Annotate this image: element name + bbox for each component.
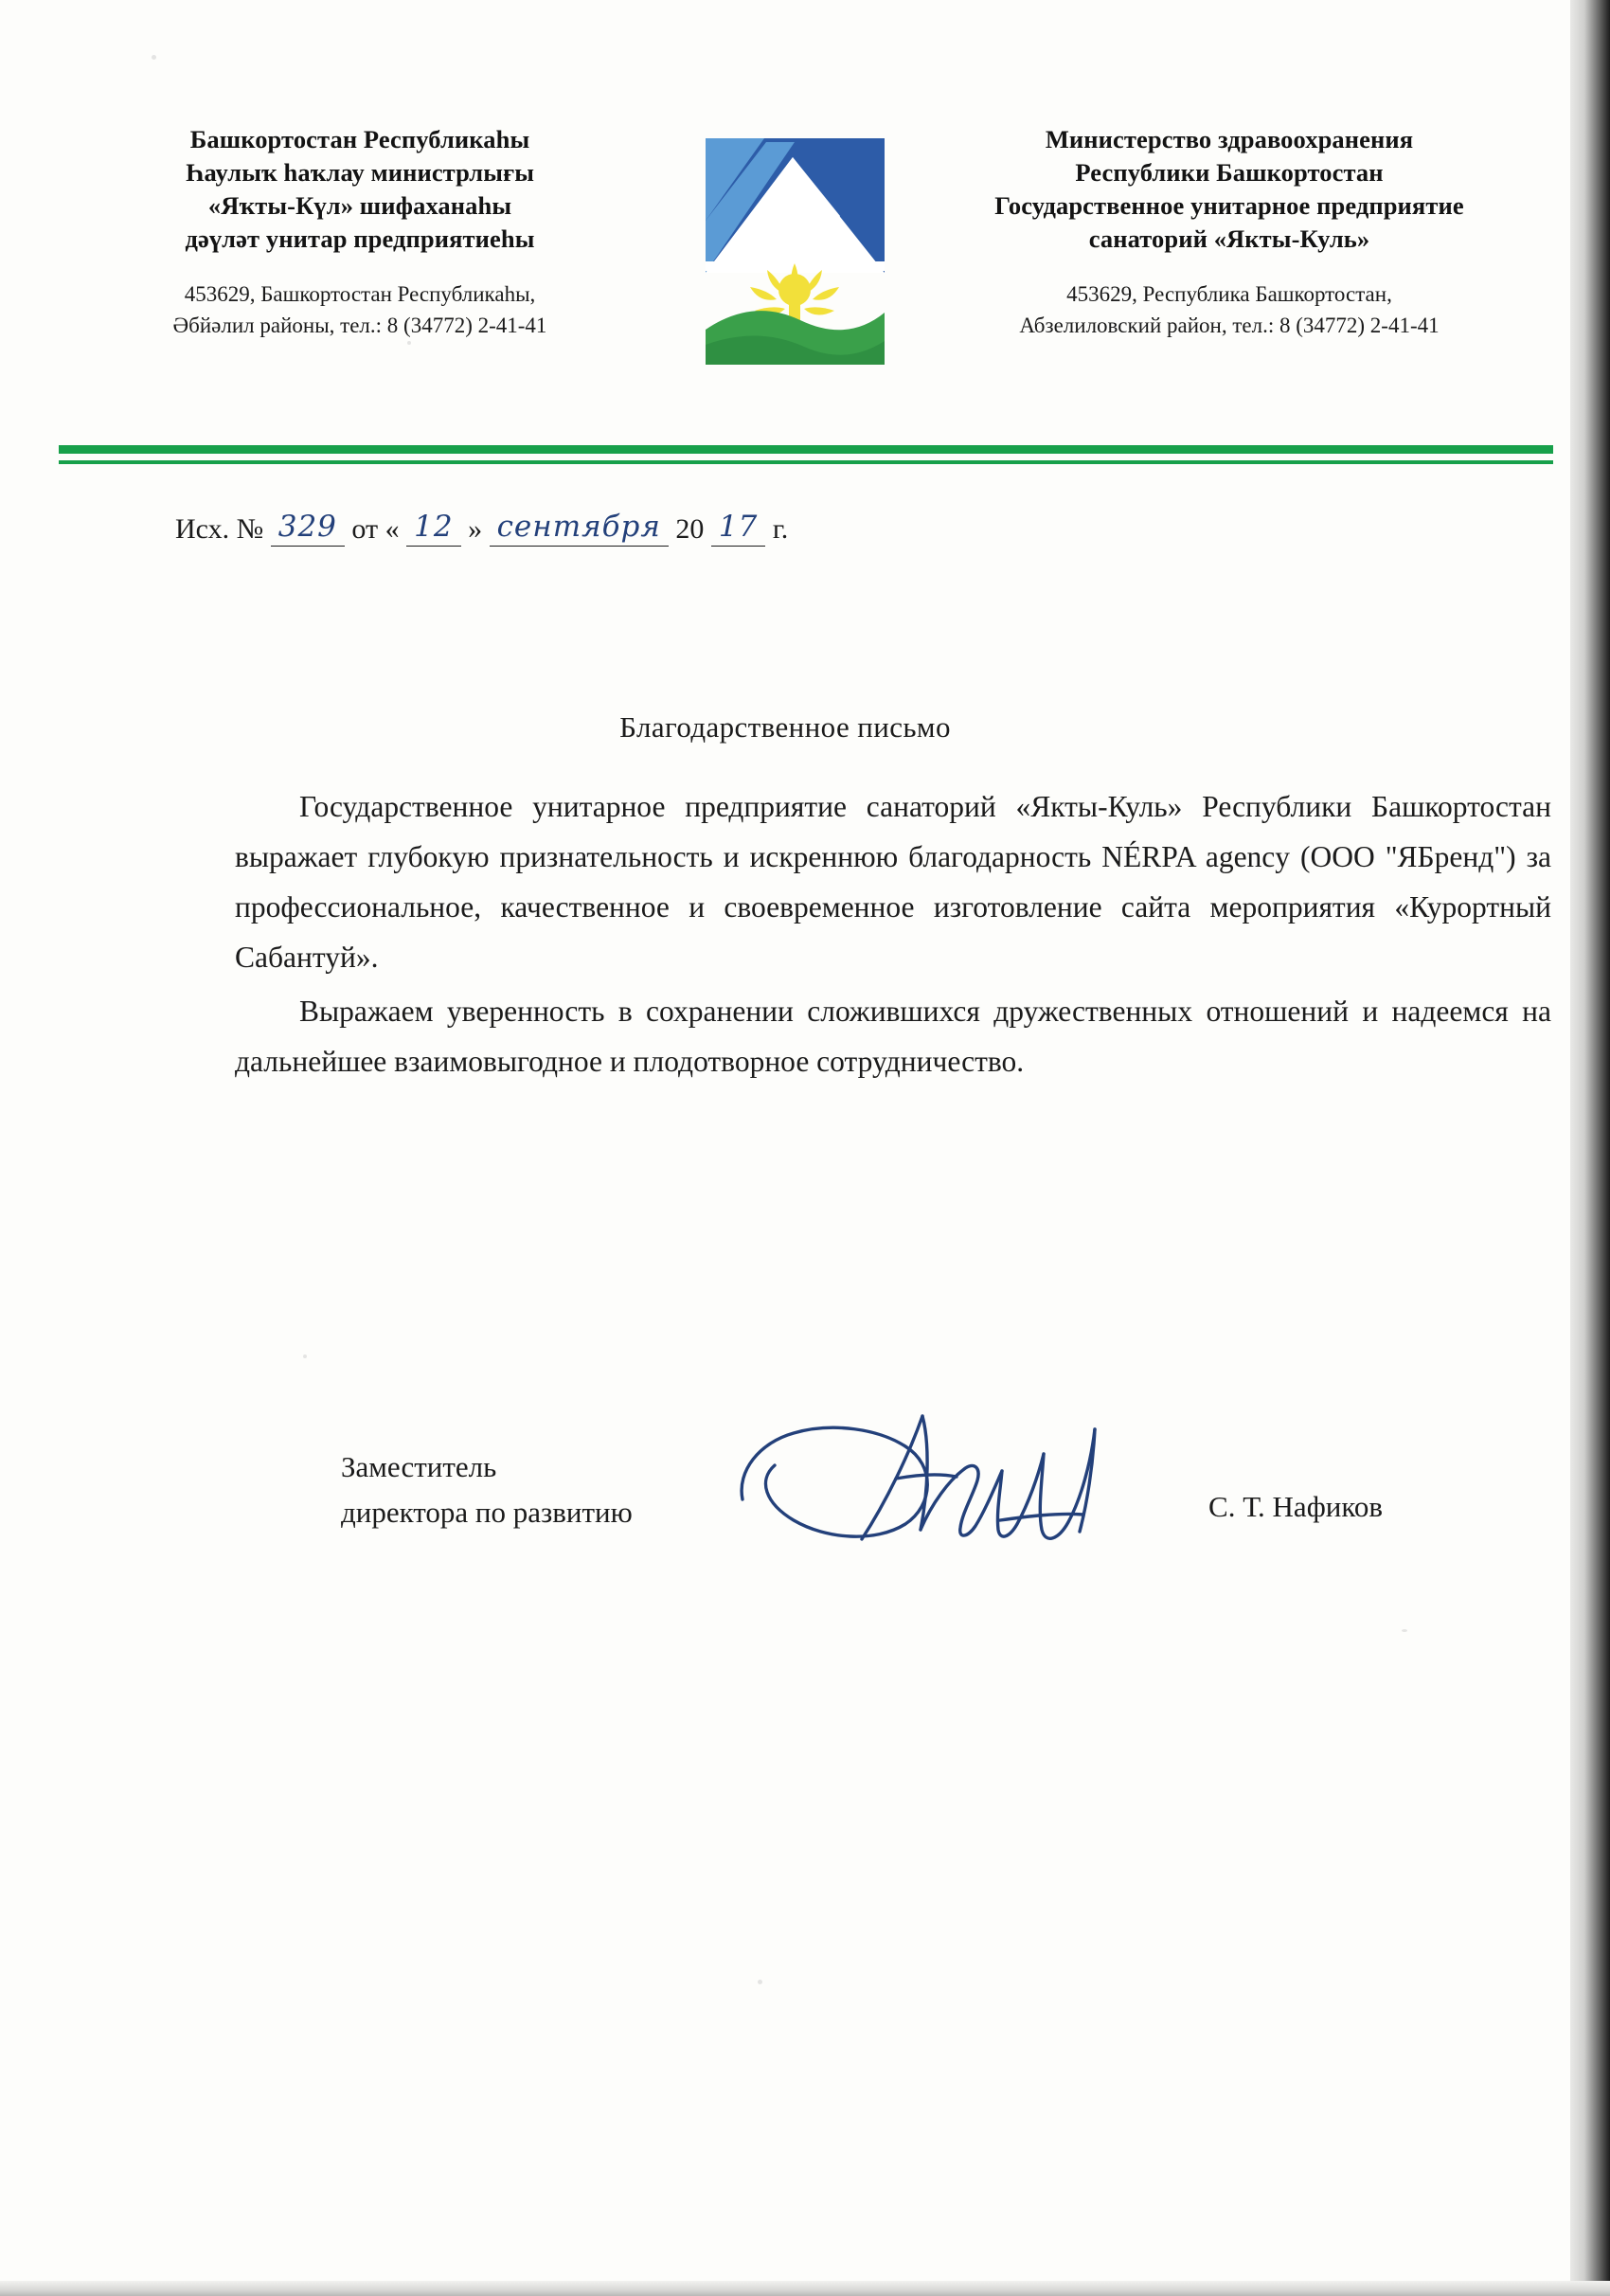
body-paragraph: Государственное унитарное предприятие санаторий «Якты-Куль» Республики Башкортостан выражает глубокую признательность и искреннюю благодарность NÉRPA agency (ООО "ЯБренд") за профессиональное, качественное и своевременное изготовление сайта мероприятия «Курортный Сабантуй». — [235, 790, 1551, 974]
scan-watermark — [1484, 2200, 1496, 2230]
outgoing-from-label: от « — [351, 513, 400, 545]
letterhead-bashkir-address-line: Әбйәлил районы, тел.: 8 (34772) 2-41-41 — [172, 314, 547, 337]
scan-speck — [407, 341, 411, 345]
letterhead-russian-address-line: Абзелиловский район, тел.: 8 (34772) 2-41-41 — [1019, 314, 1440, 337]
scan-speck — [303, 1354, 307, 1358]
document-body — [235, 781, 1551, 1090]
letterhead-divider — [59, 445, 1553, 464]
outgoing-month-value: сентября — [490, 510, 669, 547]
outgoing-prefix: Исх. № — [175, 513, 264, 545]
scan-edge-right — [1570, 0, 1610, 2296]
sanatorium-logo-icon — [698, 131, 892, 372]
body-paragraph: Выражаем уверенность в сохранении сложившихся дружественных отношений и надеемся на дальнейшее взаимовыгодное и плодотворное сотрудничество. — [235, 995, 1551, 1078]
letterhead-russian — [945, 123, 1513, 341]
letterhead-russian-address — [945, 278, 1513, 341]
signature-block — [341, 1444, 1383, 1605]
letterhead-russian-title-line: Министерство здравоохранения — [1045, 125, 1414, 153]
letterhead-bashkir-address — [76, 278, 644, 341]
letterhead-russian-title — [945, 123, 1513, 256]
scan-speck — [152, 55, 156, 60]
letterhead-bashkir-title-line: «Яҡты-Күл» шифаханаһы — [207, 191, 512, 220]
sanatorium-logo — [698, 131, 892, 372]
outgoing-year-value: 17 — [711, 510, 765, 547]
letterhead-bashkir-title — [76, 123, 644, 256]
letterhead-russian-title-line: Республики Башкортостан — [1075, 158, 1384, 187]
letterhead-bashkir-title-line: дәүләт унитар предприятиеһы — [185, 224, 535, 253]
scan-speck — [758, 1980, 762, 1984]
outgoing-number-line — [175, 510, 788, 548]
letterhead-bashkir — [57, 123, 644, 341]
signature-role — [341, 1444, 633, 1535]
scan-speck — [1402, 1629, 1407, 1632]
divider-thick-line — [59, 445, 1553, 454]
divider-thin-line — [59, 460, 1553, 464]
letterhead-bashkir-title-line: Һаулыҡ һаҡлау министрлығы — [186, 158, 534, 187]
letterhead-russian-title-line: Государственное унитарное предприятие — [994, 191, 1464, 220]
letterhead-russian-title-line: санаторий «Якты-Куль» — [1088, 224, 1370, 253]
outgoing-day-value: 12 — [406, 510, 460, 547]
outgoing-year-suffix: г. — [772, 513, 789, 545]
outgoing-number-value: 329 — [271, 510, 345, 547]
letterhead-bashkir-title-line: Башкортостан Республикаһы — [189, 125, 530, 153]
handwritten-signature — [720, 1388, 1127, 1587]
outgoing-year-prefix: 20 — [675, 513, 705, 545]
letterhead-russian-address-line: 453629, Республика Башкортостан, — [1066, 282, 1392, 306]
signature-role-line: директора по развитию — [341, 1496, 633, 1529]
scan-edge-bottom — [0, 2281, 1610, 2296]
document-title: Благодарственное письмо — [619, 710, 951, 744]
outgoing-quote-close: » — [468, 513, 483, 545]
letterhead — [0, 123, 1570, 372]
signature-name: С. Т. Нафиков — [1208, 1490, 1383, 1523]
letterhead-bashkir-address-line: 453629, Башкортостан Республикаһы, — [184, 282, 536, 306]
signature-role-line: Заместитель — [341, 1450, 497, 1483]
